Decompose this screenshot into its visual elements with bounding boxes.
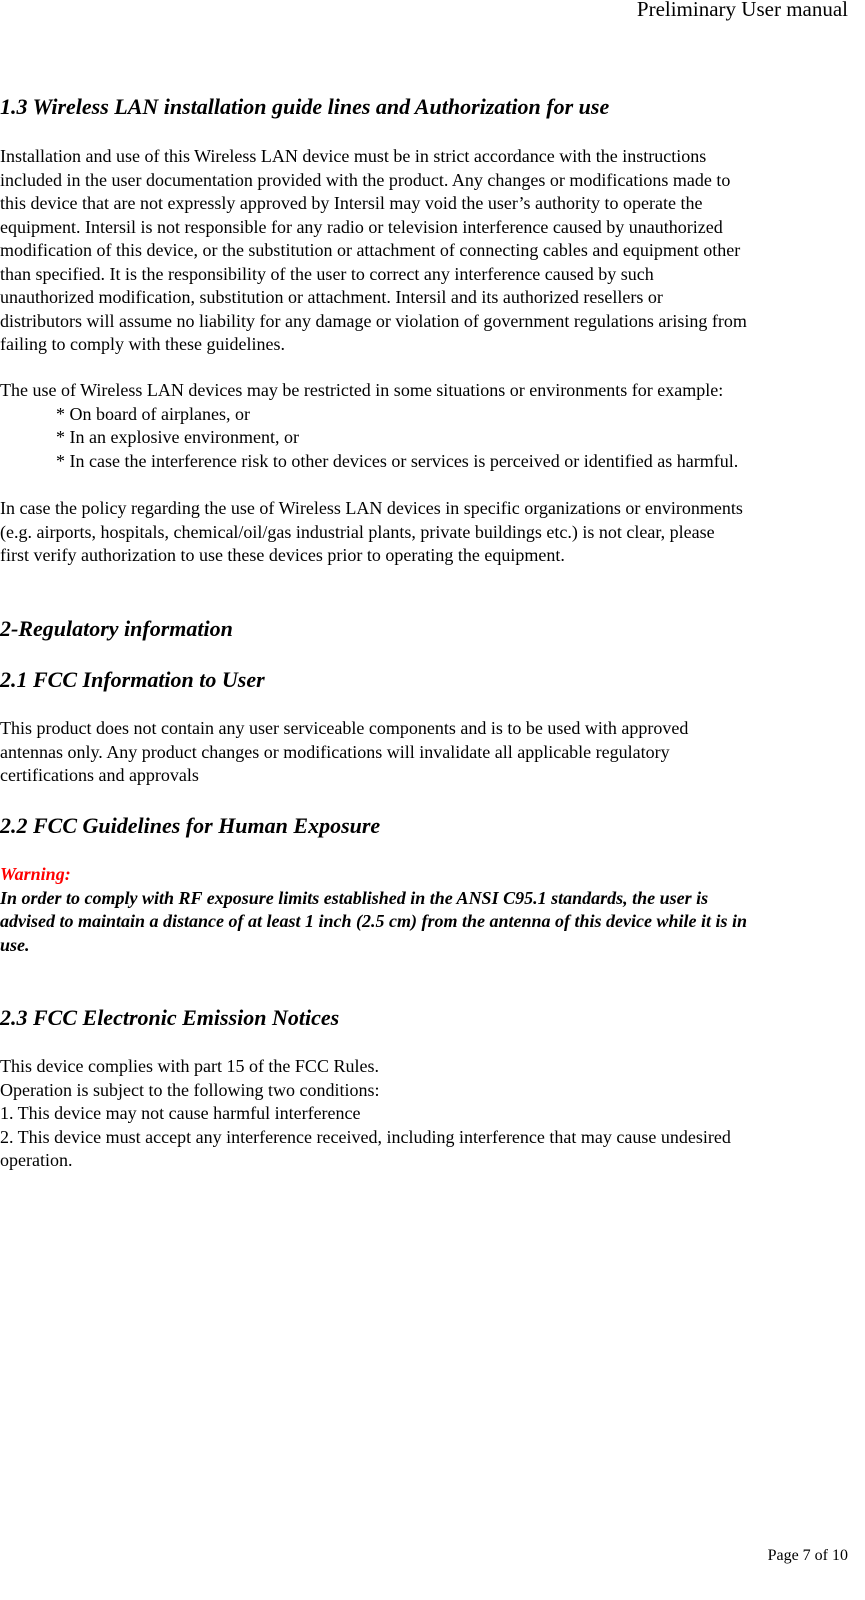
- text-line: failing to comply with these guidelines.: [0, 334, 285, 354]
- text-line: this device that are not expressly approved by Intersil may void the user’s authority to operate the: [0, 193, 703, 213]
- text-line: 1. This device may not cause harmful interference: [0, 1103, 361, 1123]
- section-1-3-paragraph-1: [0, 145, 865, 357]
- text-line: (e.g. airports, hospitals, chemical/oil/gas industrial plants, private buildings etc.) is not clear, please: [0, 521, 715, 542]
- text-line: operation.: [0, 1150, 73, 1170]
- text-line: than specified. It is the responsibility of the user to correct any interference caused by such: [0, 263, 654, 284]
- warning-label: Warning:: [0, 864, 71, 884]
- text-line: equipment. Intersil is not responsible for any radio or television interference caused by unauthorized: [0, 216, 723, 237]
- section-2-heading: 2-Regulatory information: [0, 616, 233, 641]
- text-line: unauthorized modification, substitution or attachment. Intersil and its authorized resellers or: [0, 287, 663, 307]
- text-line: certifications and approvals: [0, 765, 199, 785]
- text-line: first verify authorization to use these devices prior to operating the equipment.: [0, 545, 565, 565]
- bullet-item: * On board of airplanes, or: [56, 403, 250, 424]
- section-2-2-heading: 2.2 FCC Guidelines for Human Exposure: [0, 813, 381, 838]
- text-line: distributors will assume no liability for any damage or violation of government regulations arising from: [0, 310, 747, 331]
- text-line: In case the policy regarding the use of Wireless LAN devices in specific organizations or environments: [0, 498, 743, 518]
- section-1-3-paragraph-3: [0, 497, 865, 568]
- page-number: Page 7 of 10: [767, 1547, 848, 1564]
- text-line: Installation and use of this Wireless LAN device must be in strict accordance with the instructions: [0, 146, 707, 166]
- bullet-item: * In case the interference risk to other devices or services is perceived or identified as harmful.: [56, 450, 739, 471]
- text-line: antennas only. Any product changes or modifications will invalidate all applicable regulatory: [0, 741, 670, 762]
- text-line: This device complies with part 15 of the FCC Rules.: [0, 1056, 379, 1076]
- text-line: This product does not contain any user serviceable components and is to be used with approved: [0, 718, 689, 738]
- text-line: Operation is subject to the following two conditions:: [0, 1079, 380, 1100]
- warning-text-line: use.: [0, 934, 30, 955]
- warning-block: [0, 863, 865, 957]
- section-1-3-paragraph-2: [0, 379, 865, 473]
- section-2-1-heading: 2.1 FCC Information to User: [0, 667, 265, 692]
- bullet-item: * In an explosive environment, or: [56, 427, 299, 447]
- text-line: 2. This device must accept any interference received, including interference that may cause undesired: [0, 1126, 731, 1147]
- warning-text-line: In order to comply with RF exposure limits established in the ANSI C95.1 standards, the user is: [0, 887, 709, 908]
- section-2-3-heading: 2.3 FCC Electronic Emission Notices: [0, 1005, 340, 1030]
- section-2-3-paragraph: [0, 1055, 865, 1173]
- section-2-1-paragraph: [0, 717, 865, 788]
- text-line: modification of this device, or the substitution or attachment of connecting cables and equipment other: [0, 240, 741, 260]
- text-line: The use of Wireless LAN devices may be restricted in some situations or environments for example:: [0, 380, 724, 400]
- page-header-title: Preliminary User manual: [636, 0, 848, 21]
- warning-text-line: advised to maintain a distance of at least 1 inch (2.5 cm) from the antenna of this device while it is in: [0, 911, 748, 931]
- section-1-3-heading: 1.3 Wireless LAN installation guide lines and Authorization for use: [0, 94, 610, 119]
- text-line: included in the user documentation provided with the product. Any changes or modifications made to: [0, 169, 731, 190]
